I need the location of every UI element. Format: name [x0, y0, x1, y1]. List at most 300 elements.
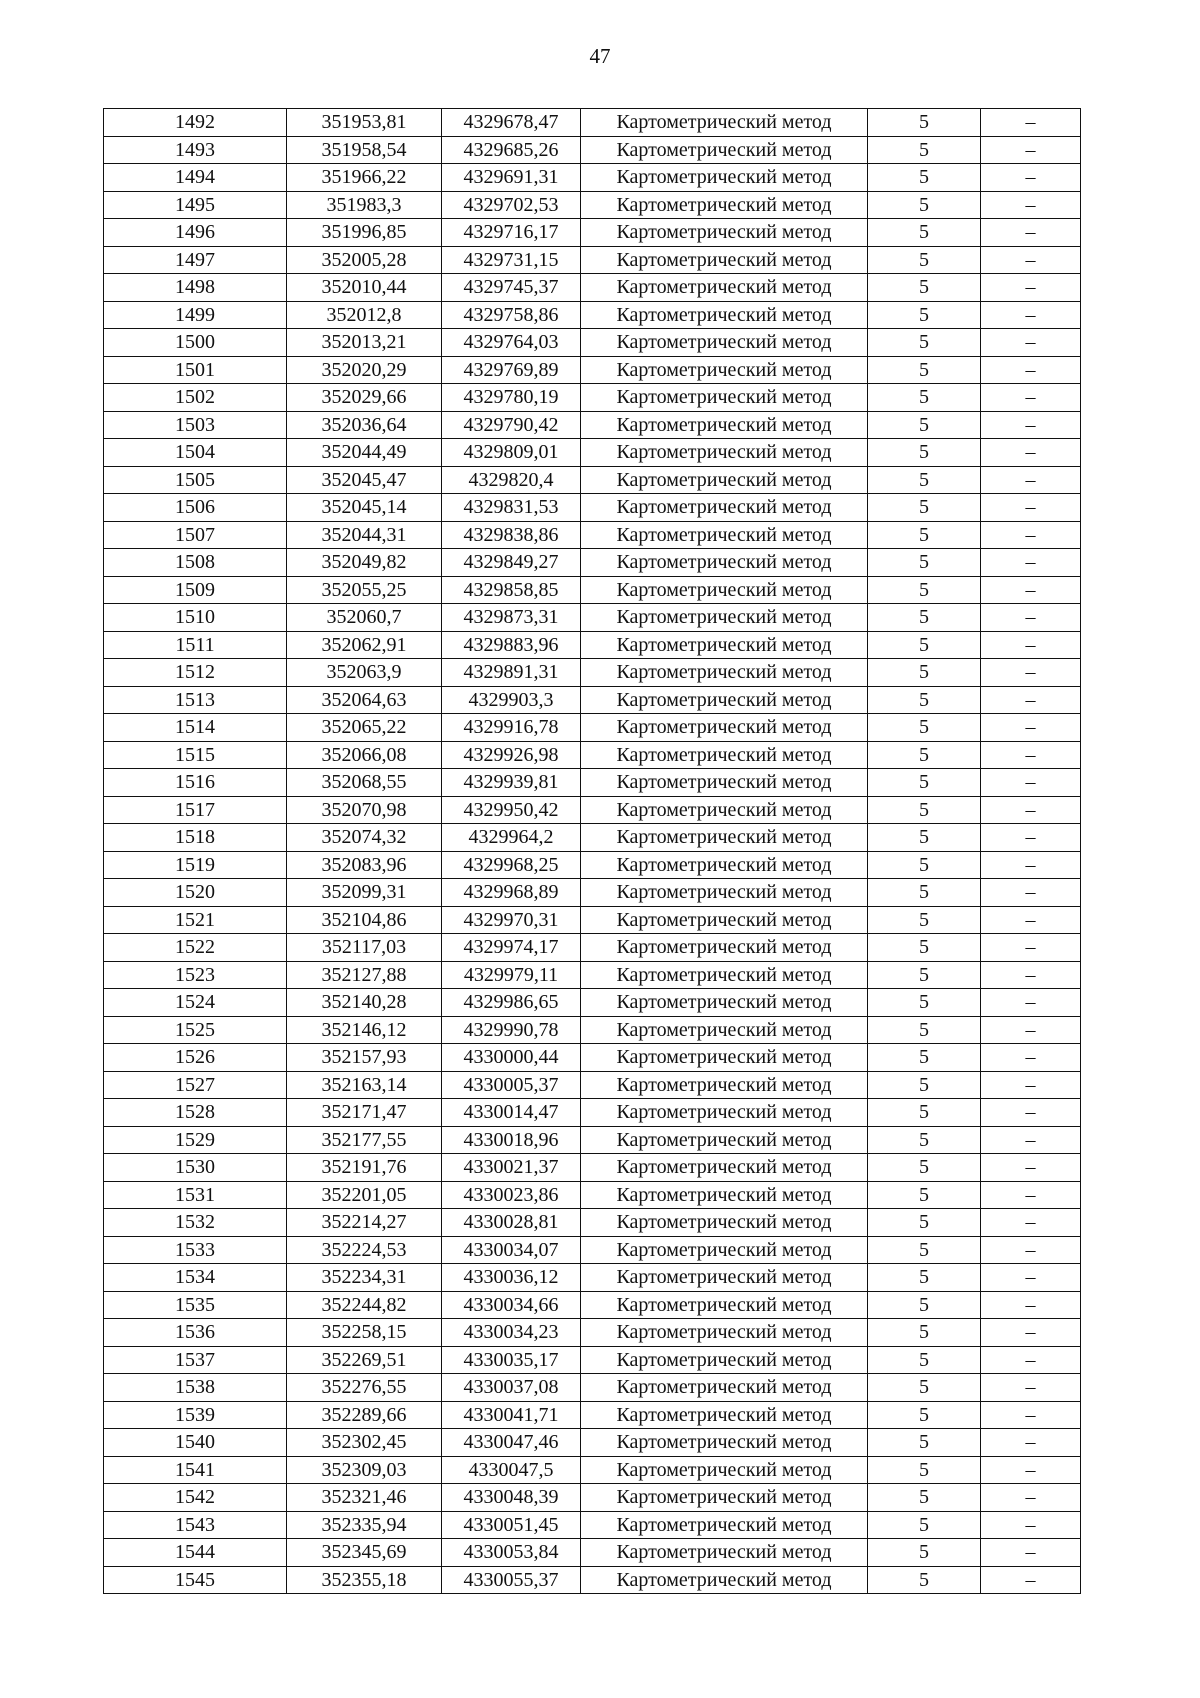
y-coordinate-cell: 4330036,12: [442, 1264, 581, 1292]
table-row: [104, 1511, 1081, 1539]
y-coordinate-cell: 4329745,37: [442, 274, 581, 302]
note-cell: –: [981, 1291, 1081, 1319]
x-coordinate-cell: 352140,28: [287, 989, 442, 1017]
x-coordinate-cell: 352163,14: [287, 1071, 442, 1099]
note-cell: –: [981, 961, 1081, 989]
y-coordinate-cell: 4329979,11: [442, 961, 581, 989]
method-cell: Картометрический метод: [581, 1539, 868, 1567]
accuracy-cell: 5: [868, 824, 981, 852]
note-cell: –: [981, 1374, 1081, 1402]
y-coordinate-cell: 4329939,81: [442, 769, 581, 797]
y-coordinate-cell: 4329790,42: [442, 411, 581, 439]
accuracy-cell: 5: [868, 1374, 981, 1402]
table-row: [104, 1126, 1081, 1154]
table-row: [104, 549, 1081, 577]
note-cell: –: [981, 1484, 1081, 1512]
note-cell: –: [981, 301, 1081, 329]
y-coordinate-cell: 4329849,27: [442, 549, 581, 577]
table-row: [104, 769, 1081, 797]
point-number-cell: 1499: [104, 301, 287, 329]
method-cell: Картометрический метод: [581, 659, 868, 687]
accuracy-cell: 5: [868, 439, 981, 467]
point-number-cell: 1497: [104, 246, 287, 274]
accuracy-cell: 5: [868, 1456, 981, 1484]
point-number-cell: 1503: [104, 411, 287, 439]
accuracy-cell: 5: [868, 466, 981, 494]
table-row: [104, 604, 1081, 632]
accuracy-cell: 5: [868, 1484, 981, 1512]
method-cell: Картометрический метод: [581, 824, 868, 852]
x-coordinate-cell: 352045,14: [287, 494, 442, 522]
method-cell: Картометрический метод: [581, 1291, 868, 1319]
table-row: [104, 1264, 1081, 1292]
note-cell: –: [981, 1429, 1081, 1457]
y-coordinate-cell: 4329820,4: [442, 466, 581, 494]
x-coordinate-cell: 352029,66: [287, 384, 442, 412]
x-coordinate-cell: 352066,08: [287, 741, 442, 769]
accuracy-cell: 5: [868, 1154, 981, 1182]
note-cell: –: [981, 191, 1081, 219]
y-coordinate-cell: 4329883,96: [442, 631, 581, 659]
note-cell: –: [981, 1016, 1081, 1044]
method-cell: Картометрический метод: [581, 906, 868, 934]
accuracy-cell: 5: [868, 1209, 981, 1237]
note-cell: –: [981, 549, 1081, 577]
x-coordinate-cell: 352276,55: [287, 1374, 442, 1402]
table-row: [104, 1154, 1081, 1182]
table-row: [104, 851, 1081, 879]
table-row: [104, 274, 1081, 302]
table-row: [104, 961, 1081, 989]
method-cell: Картометрический метод: [581, 191, 868, 219]
table-row: [104, 164, 1081, 192]
note-cell: –: [981, 109, 1081, 137]
y-coordinate-cell: 4329926,98: [442, 741, 581, 769]
accuracy-cell: 5: [868, 191, 981, 219]
x-coordinate-cell: 352063,9: [287, 659, 442, 687]
x-coordinate-cell: 352060,7: [287, 604, 442, 632]
x-coordinate-cell: 352044,31: [287, 521, 442, 549]
method-cell: Картометрический метод: [581, 1154, 868, 1182]
table-row: [104, 1209, 1081, 1237]
accuracy-cell: 5: [868, 1346, 981, 1374]
y-coordinate-cell: 4329990,78: [442, 1016, 581, 1044]
x-coordinate-cell: 352099,31: [287, 879, 442, 907]
point-number-cell: 1514: [104, 714, 287, 742]
point-number-cell: 1511: [104, 631, 287, 659]
method-cell: Картометрический метод: [581, 1181, 868, 1209]
method-cell: Картометрический метод: [581, 549, 868, 577]
x-coordinate-cell: 352074,32: [287, 824, 442, 852]
point-number-cell: 1509: [104, 576, 287, 604]
x-coordinate-cell: 352244,82: [287, 1291, 442, 1319]
x-coordinate-cell: 352064,63: [287, 686, 442, 714]
x-coordinate-cell: 352083,96: [287, 851, 442, 879]
point-number-cell: 1525: [104, 1016, 287, 1044]
point-number-cell: 1496: [104, 219, 287, 247]
x-coordinate-cell: 352269,51: [287, 1346, 442, 1374]
y-coordinate-cell: 4329702,53: [442, 191, 581, 219]
accuracy-cell: 5: [868, 411, 981, 439]
note-cell: –: [981, 1511, 1081, 1539]
point-number-cell: 1522: [104, 934, 287, 962]
y-coordinate-cell: 4329678,47: [442, 109, 581, 137]
method-cell: Картометрический метод: [581, 384, 868, 412]
y-coordinate-cell: 4329758,86: [442, 301, 581, 329]
method-cell: Картометрический метод: [581, 1511, 868, 1539]
table-row: [104, 219, 1081, 247]
accuracy-cell: 5: [868, 906, 981, 934]
x-coordinate-cell: 352146,12: [287, 1016, 442, 1044]
method-cell: Картометрический метод: [581, 989, 868, 1017]
y-coordinate-cell: 4329809,01: [442, 439, 581, 467]
table-row: [104, 934, 1081, 962]
point-number-cell: 1500: [104, 329, 287, 357]
point-number-cell: 1520: [104, 879, 287, 907]
x-coordinate-cell: 352127,88: [287, 961, 442, 989]
point-number-cell: 1528: [104, 1099, 287, 1127]
y-coordinate-cell: 4330048,39: [442, 1484, 581, 1512]
table-row: [104, 439, 1081, 467]
method-cell: Картометрический метод: [581, 851, 868, 879]
x-coordinate-cell: 352177,55: [287, 1126, 442, 1154]
x-coordinate-cell: 352258,15: [287, 1319, 442, 1347]
point-number-cell: 1526: [104, 1044, 287, 1072]
method-cell: Картометрический метод: [581, 1126, 868, 1154]
y-coordinate-cell: 4329974,17: [442, 934, 581, 962]
point-number-cell: 1536: [104, 1319, 287, 1347]
x-coordinate-cell: 352201,05: [287, 1181, 442, 1209]
table-row: [104, 466, 1081, 494]
note-cell: –: [981, 659, 1081, 687]
point-number-cell: 1518: [104, 824, 287, 852]
table-row: [104, 384, 1081, 412]
y-coordinate-cell: 4329769,89: [442, 356, 581, 384]
note-cell: –: [981, 604, 1081, 632]
method-cell: Картометрический метод: [581, 1016, 868, 1044]
y-coordinate-cell: 4329731,15: [442, 246, 581, 274]
point-number-cell: 1527: [104, 1071, 287, 1099]
point-number-cell: 1539: [104, 1401, 287, 1429]
note-cell: –: [981, 329, 1081, 357]
table-row: [104, 191, 1081, 219]
x-coordinate-cell: 351983,3: [287, 191, 442, 219]
method-cell: Картометрический метод: [581, 411, 868, 439]
method-cell: Картометрический метод: [581, 1236, 868, 1264]
x-coordinate-cell: 352224,53: [287, 1236, 442, 1264]
y-coordinate-cell: 4329964,2: [442, 824, 581, 852]
accuracy-cell: 5: [868, 1291, 981, 1319]
y-coordinate-cell: 4330034,66: [442, 1291, 581, 1319]
table-row: [104, 989, 1081, 1017]
point-number-cell: 1533: [104, 1236, 287, 1264]
note-cell: –: [981, 1346, 1081, 1374]
accuracy-cell: 5: [868, 164, 981, 192]
table-row: [104, 136, 1081, 164]
y-coordinate-cell: 4330047,46: [442, 1429, 581, 1457]
x-coordinate-cell: 352005,28: [287, 246, 442, 274]
accuracy-cell: 5: [868, 274, 981, 302]
table-row: [104, 906, 1081, 934]
accuracy-cell: 5: [868, 136, 981, 164]
accuracy-cell: 5: [868, 246, 981, 274]
accuracy-cell: 5: [868, 714, 981, 742]
note-cell: –: [981, 1126, 1081, 1154]
accuracy-cell: 5: [868, 851, 981, 879]
table-row: [104, 1071, 1081, 1099]
point-number-cell: 1529: [104, 1126, 287, 1154]
x-coordinate-cell: 351953,81: [287, 109, 442, 137]
y-coordinate-cell: 4330055,37: [442, 1566, 581, 1594]
note-cell: –: [981, 164, 1081, 192]
y-coordinate-cell: 4330014,47: [442, 1099, 581, 1127]
table-row: [104, 1401, 1081, 1429]
x-coordinate-cell: 352012,8: [287, 301, 442, 329]
table-row: [104, 494, 1081, 522]
accuracy-cell: 5: [868, 521, 981, 549]
accuracy-cell: 5: [868, 741, 981, 769]
y-coordinate-cell: 4330051,45: [442, 1511, 581, 1539]
point-number-cell: 1516: [104, 769, 287, 797]
method-cell: Картометрический метод: [581, 136, 868, 164]
method-cell: Картометрический метод: [581, 1374, 868, 1402]
y-coordinate-cell: 4330041,71: [442, 1401, 581, 1429]
accuracy-cell: 5: [868, 576, 981, 604]
x-coordinate-cell: 352191,76: [287, 1154, 442, 1182]
point-number-cell: 1495: [104, 191, 287, 219]
x-coordinate-cell: 352321,46: [287, 1484, 442, 1512]
table-row: [104, 1319, 1081, 1347]
method-cell: Картометрический метод: [581, 109, 868, 137]
table-row: [104, 301, 1081, 329]
method-cell: Картометрический метод: [581, 714, 868, 742]
method-cell: Картометрический метод: [581, 219, 868, 247]
x-coordinate-cell: 352309,03: [287, 1456, 442, 1484]
y-coordinate-cell: 4330028,81: [442, 1209, 581, 1237]
y-coordinate-cell: 4330037,08: [442, 1374, 581, 1402]
y-coordinate-cell: 4329716,17: [442, 219, 581, 247]
method-cell: Картометрический метод: [581, 1484, 868, 1512]
point-number-cell: 1501: [104, 356, 287, 384]
method-cell: Картометрический метод: [581, 1264, 868, 1292]
accuracy-cell: 5: [868, 219, 981, 247]
note-cell: –: [981, 1044, 1081, 1072]
x-coordinate-cell: 352068,55: [287, 769, 442, 797]
point-number-cell: 1508: [104, 549, 287, 577]
note-cell: –: [981, 384, 1081, 412]
accuracy-cell: 5: [868, 1044, 981, 1072]
table-row: [104, 356, 1081, 384]
x-coordinate-cell: 351996,85: [287, 219, 442, 247]
note-cell: –: [981, 1209, 1081, 1237]
y-coordinate-cell: 4329970,31: [442, 906, 581, 934]
method-cell: Картометрический метод: [581, 1429, 868, 1457]
table-body: [104, 109, 1081, 1594]
y-coordinate-cell: 4330034,07: [442, 1236, 581, 1264]
method-cell: Картометрический метод: [581, 796, 868, 824]
method-cell: Картометрический метод: [581, 246, 868, 274]
note-cell: –: [981, 246, 1081, 274]
note-cell: –: [981, 1539, 1081, 1567]
note-cell: –: [981, 219, 1081, 247]
table-row: [104, 1291, 1081, 1319]
method-cell: Картометрический метод: [581, 741, 868, 769]
note-cell: –: [981, 1319, 1081, 1347]
point-number-cell: 1504: [104, 439, 287, 467]
method-cell: Картометрический метод: [581, 1071, 868, 1099]
point-number-cell: 1515: [104, 741, 287, 769]
table-row: [104, 1181, 1081, 1209]
table-row: [104, 1346, 1081, 1374]
accuracy-cell: 5: [868, 1319, 981, 1347]
x-coordinate-cell: 352214,27: [287, 1209, 442, 1237]
y-coordinate-cell: 4329858,85: [442, 576, 581, 604]
accuracy-cell: 5: [868, 796, 981, 824]
point-number-cell: 1543: [104, 1511, 287, 1539]
note-cell: –: [981, 1264, 1081, 1292]
y-coordinate-cell: 4329950,42: [442, 796, 581, 824]
table-row: [104, 1566, 1081, 1594]
x-coordinate-cell: 352045,47: [287, 466, 442, 494]
x-coordinate-cell: 352065,22: [287, 714, 442, 742]
table-row: [104, 109, 1081, 137]
x-coordinate-cell: 352036,64: [287, 411, 442, 439]
method-cell: Картометрический метод: [581, 1346, 868, 1374]
y-coordinate-cell: 4330034,23: [442, 1319, 581, 1347]
note-cell: –: [981, 466, 1081, 494]
note-cell: –: [981, 1071, 1081, 1099]
y-coordinate-cell: 4330021,37: [442, 1154, 581, 1182]
method-cell: Картометрический метод: [581, 466, 868, 494]
note-cell: –: [981, 879, 1081, 907]
y-coordinate-cell: 4329691,31: [442, 164, 581, 192]
method-cell: Картометрический метод: [581, 961, 868, 989]
note-cell: –: [981, 1181, 1081, 1209]
x-coordinate-cell: 352157,93: [287, 1044, 442, 1072]
table-row: [104, 824, 1081, 852]
note-cell: –: [981, 934, 1081, 962]
accuracy-cell: 5: [868, 1429, 981, 1457]
point-number-cell: 1538: [104, 1374, 287, 1402]
y-coordinate-cell: 4330000,44: [442, 1044, 581, 1072]
method-cell: Картометрический метод: [581, 631, 868, 659]
point-number-cell: 1498: [104, 274, 287, 302]
point-number-cell: 1524: [104, 989, 287, 1017]
note-cell: –: [981, 631, 1081, 659]
point-number-cell: 1540: [104, 1429, 287, 1457]
table-row: [104, 631, 1081, 659]
y-coordinate-cell: 4330053,84: [442, 1539, 581, 1567]
note-cell: –: [981, 136, 1081, 164]
method-cell: Картометрический метод: [581, 604, 868, 632]
point-number-cell: 1519: [104, 851, 287, 879]
x-coordinate-cell: 352013,21: [287, 329, 442, 357]
accuracy-cell: 5: [868, 1016, 981, 1044]
table-row: [104, 1484, 1081, 1512]
note-cell: –: [981, 1236, 1081, 1264]
accuracy-cell: 5: [868, 879, 981, 907]
accuracy-cell: 5: [868, 769, 981, 797]
x-coordinate-cell: 352355,18: [287, 1566, 442, 1594]
y-coordinate-cell: 4329764,03: [442, 329, 581, 357]
note-cell: –: [981, 851, 1081, 879]
note-cell: –: [981, 769, 1081, 797]
method-cell: Картометрический метод: [581, 439, 868, 467]
note-cell: –: [981, 356, 1081, 384]
method-cell: Картометрический метод: [581, 301, 868, 329]
page-number: 47: [589, 44, 611, 68]
accuracy-cell: 5: [868, 1236, 981, 1264]
method-cell: Картометрический метод: [581, 329, 868, 357]
note-cell: –: [981, 521, 1081, 549]
note-cell: –: [981, 741, 1081, 769]
accuracy-cell: 5: [868, 301, 981, 329]
y-coordinate-cell: 4329838,86: [442, 521, 581, 549]
accuracy-cell: 5: [868, 989, 981, 1017]
x-coordinate-cell: 352171,47: [287, 1099, 442, 1127]
method-cell: Картометрический метод: [581, 1044, 868, 1072]
x-coordinate-cell: 351958,54: [287, 136, 442, 164]
table-row: [104, 1429, 1081, 1457]
method-cell: Картометрический метод: [581, 1566, 868, 1594]
point-number-cell: 1517: [104, 796, 287, 824]
method-cell: Картометрический метод: [581, 164, 868, 192]
accuracy-cell: 5: [868, 1099, 981, 1127]
table-row: [104, 659, 1081, 687]
note-cell: –: [981, 494, 1081, 522]
table-row: [104, 1374, 1081, 1402]
note-cell: –: [981, 274, 1081, 302]
method-cell: Картометрический метод: [581, 1456, 868, 1484]
note-cell: –: [981, 906, 1081, 934]
y-coordinate-cell: 4329986,65: [442, 989, 581, 1017]
accuracy-cell: 5: [868, 1071, 981, 1099]
accuracy-cell: 5: [868, 1401, 981, 1429]
accuracy-cell: 5: [868, 109, 981, 137]
x-coordinate-cell: 352345,69: [287, 1539, 442, 1567]
point-number-cell: 1541: [104, 1456, 287, 1484]
method-cell: Картометрический метод: [581, 521, 868, 549]
method-cell: Картометрический метод: [581, 934, 868, 962]
accuracy-cell: 5: [868, 934, 981, 962]
table-row: [104, 329, 1081, 357]
point-number-cell: 1505: [104, 466, 287, 494]
note-cell: –: [981, 1566, 1081, 1594]
point-number-cell: 1545: [104, 1566, 287, 1594]
note-cell: –: [981, 714, 1081, 742]
point-number-cell: 1530: [104, 1154, 287, 1182]
point-number-cell: 1512: [104, 659, 287, 687]
accuracy-cell: 5: [868, 1181, 981, 1209]
method-cell: Картометрический метод: [581, 1099, 868, 1127]
table-row: [104, 576, 1081, 604]
table-row: [104, 686, 1081, 714]
y-coordinate-cell: 4330035,17: [442, 1346, 581, 1374]
x-coordinate-cell: 352289,66: [287, 1401, 442, 1429]
table-row: [104, 1236, 1081, 1264]
x-coordinate-cell: 352302,45: [287, 1429, 442, 1457]
table-row: [104, 1539, 1081, 1567]
x-coordinate-cell: 352070,98: [287, 796, 442, 824]
note-cell: –: [981, 1154, 1081, 1182]
note-cell: –: [981, 576, 1081, 604]
point-number-cell: 1492: [104, 109, 287, 137]
y-coordinate-cell: 4329903,3: [442, 686, 581, 714]
y-coordinate-cell: 4330023,86: [442, 1181, 581, 1209]
accuracy-cell: 5: [868, 494, 981, 522]
y-coordinate-cell: 4329968,89: [442, 879, 581, 907]
note-cell: –: [981, 824, 1081, 852]
